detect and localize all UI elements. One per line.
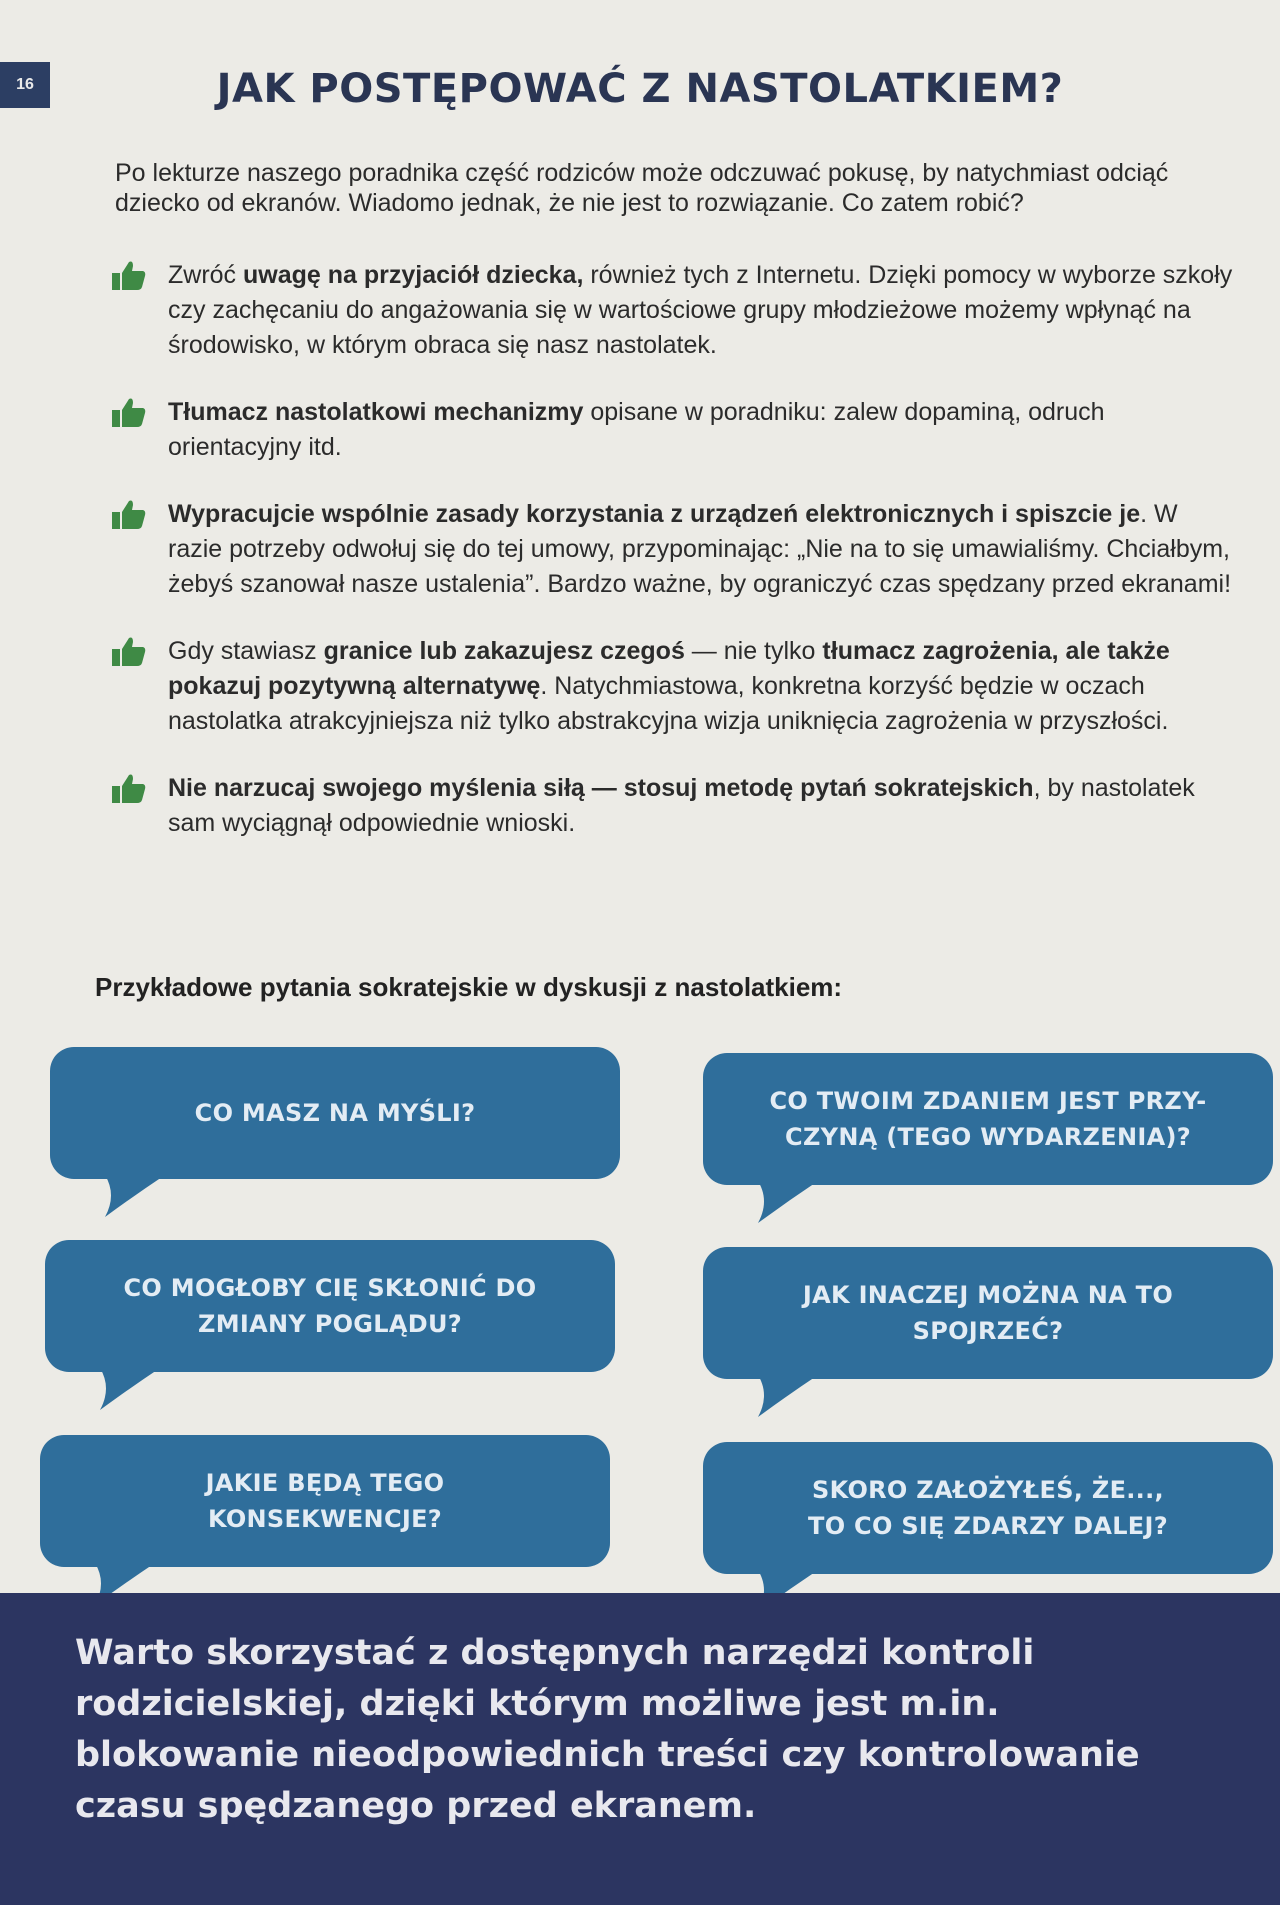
question-line: CO MASZ NA MYŚLI?: [194, 1099, 476, 1127]
advice-text: Zwróć: [168, 261, 243, 289]
thumbs-up-icon: [112, 397, 146, 427]
question-line: CO TWOIM ZDANIEM JEST PRZY-: [769, 1087, 1207, 1115]
intro-paragraph: Po lekturze naszego poradnika część rodziców może odczuwać pokusę, by natychmiast odciąć dziecko od ekranów. Wiadomo jednak, że nie jest to rozwiązanie. Co zatem robić?: [115, 159, 1169, 217]
question-bubble: [40, 1435, 610, 1567]
footer-banner: [0, 1593, 1280, 1905]
advice-text: — nie tylko: [684, 637, 823, 665]
questions-heading: Przykładowe pytania sokratejskie w dyskusji z nastolatkiem:: [95, 972, 843, 1002]
question-bubble: [45, 1240, 615, 1372]
advice-emphasis: tłumacz zagrożenia, ale także pokazuj pozytywną alternatywę: [168, 637, 1170, 700]
advice-item: [108, 634, 1233, 739]
question-line: SPOJRZEĆ?: [912, 1317, 1064, 1345]
advice-list: [108, 258, 1233, 873]
advice-item: [108, 771, 1233, 841]
page-title: JAK POSTĘPOWAĆ Z NASTOLATKIEM?: [216, 66, 1064, 112]
thumbs-up-icon: [112, 773, 146, 803]
advice-text: również tych z Internetu. Dzięki pomocy w wyborze szkoły czy zachęcaniu do angażowania się w wartościowe grupy młodzieżowe możemy wpłynąć na środowisko, w którym obraca się nasz nastolatek.: [168, 261, 1233, 359]
speech-tail: [105, 1175, 165, 1217]
question-bubble: [703, 1247, 1273, 1379]
advice-emphasis: Tłumacz nastolatkowi mechanizmy: [168, 398, 584, 426]
advice-item: [108, 497, 1233, 602]
footer-text: Warto skorzystać z dostępnych narzędzi kontroli rodzicielskiej, dzięki którym możliwe jest m.in. blokowanie nieodpowiednich treści czy kontrolowanie czasu spędzanego przed ekranem.: [75, 1633, 1140, 1826]
advice-text: opisane w poradniku: zalew dopaminą, odruch orientacyjny itd.: [168, 398, 1105, 461]
speech-tail: [100, 1368, 160, 1410]
advice-item: [108, 395, 1233, 465]
question-line: CO MOGŁOBY CIĘ SKŁONIĆ DO: [123, 1274, 537, 1302]
advice-emphasis: Wypracujcie wspólnie zasady korzystania z urządzeń elektronicznych i spiszcie je: [168, 500, 1141, 528]
question-bubble: [50, 1047, 620, 1179]
question-line: KONSEKWENCJE?: [208, 1505, 442, 1533]
thumbs-up-icon: [112, 260, 146, 290]
thumbs-up-icon: [112, 499, 146, 529]
advice-emphasis: granice lub zakazujesz czegoś: [323, 637, 685, 665]
advice-text: . W razie potrzeby odwołuj się do tej umowy, przypominając: „Nie na to się umawialiśmy. Chciałbym, żebyś szanował nasze ustalenia”. Bardzo ważne, by ograniczyć czas spędzany przed ekranami!: [168, 500, 1232, 598]
question-line: CZYNĄ (TEGO WYDARZENIA)?: [785, 1123, 1191, 1151]
page-number: 16: [0, 62, 50, 108]
question-line: JAKIE BĘDĄ TEGO: [205, 1469, 445, 1497]
question-bubble: [703, 1442, 1273, 1574]
question-line: ZMIANY POGLĄDU?: [198, 1310, 462, 1338]
advice-text: Gdy stawiasz: [168, 637, 324, 665]
advice-text: . Natychmiastowa, konkretna korzyść będzie w oczach nastolatka atrakcyjniejsza niż tylko abstrakcyjna wizja uniknięcia zagrożenia w przyszłości.: [168, 672, 1169, 735]
question-line: SKORO ZAŁOŻYŁEŚ, ŻE...,: [812, 1476, 1164, 1504]
advice-emphasis: uwagę na przyjaciół dziecka,: [243, 261, 584, 289]
advice-item: [108, 258, 1233, 363]
advice-emphasis: Nie narzucaj swojego myślenia siłą — stosuj metodę pytań sokratejskich: [168, 774, 1034, 802]
thumbs-up-icon: [112, 636, 146, 666]
question-line: TO CO SIĘ ZDARZY DALEJ?: [808, 1512, 1168, 1540]
speech-tail: [758, 1375, 818, 1417]
speech-tail: [758, 1181, 818, 1223]
question-line: JAK INACZEJ MOŻNA NA TO: [802, 1281, 1174, 1309]
advice-text: , by nastolatek sam wyciągnął odpowiednie wnioski.: [168, 774, 1195, 837]
question-bubble: [703, 1053, 1273, 1185]
